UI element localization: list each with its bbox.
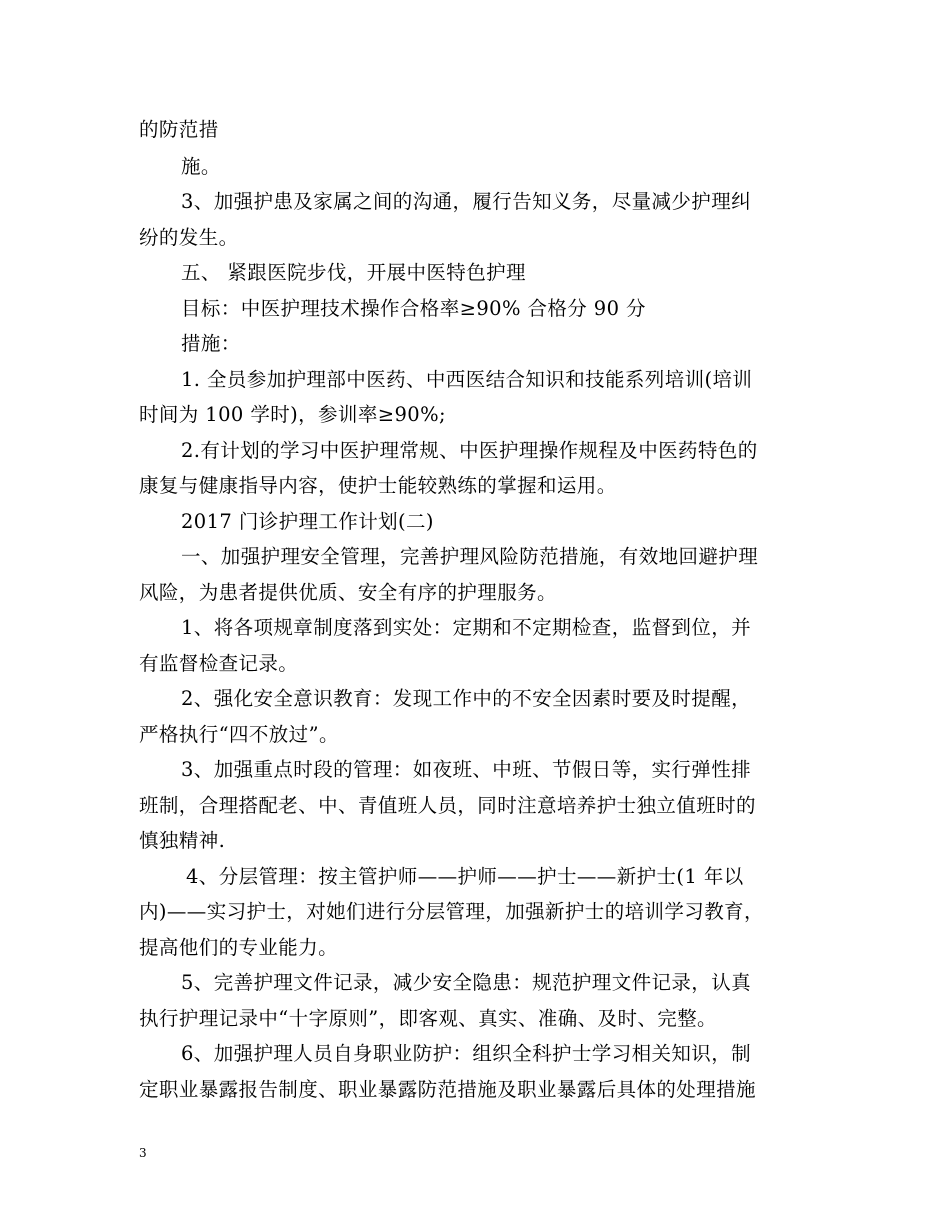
section-heading: 五、 紧跟医院步伐，开展中医特色护理 — [181, 261, 526, 284]
text-line: 2.有计划的学习中医护理常规、中医护理操作规程及中医药特色的 — [181, 439, 758, 462]
text-line: 施。 — [181, 155, 221, 178]
document-subtitle: 2017 门诊护理工作计划(二) — [181, 510, 434, 533]
text-line: 3、加强重点时段的管理：如夜班、中班、节假日等，实行弹性排 — [181, 758, 752, 781]
text-line: 1. 全员参加护理部中医药、中西医结合知识和技能系列培训(培训 — [181, 368, 753, 391]
text-line: 目标：中医护理技术操作合格率≥90% 合格分 90 分 — [181, 297, 646, 320]
text-line: 定职业暴露报告制度、职业暴露防范措施及职业暴露后具体的处理措施 — [139, 1078, 756, 1101]
text-line: 4、分层管理：按主管护师——护师——护士——新护士(1 年以 — [186, 865, 744, 888]
text-line: 提高他们的专业能力。 — [139, 936, 339, 959]
text-line: 1、将各项规章制度落到实处：定期和不定期检查，监督到位，并 — [181, 616, 752, 639]
text-line: 慎独精神. — [139, 829, 226, 852]
text-line: 一、加强护理安全管理，完善护理风险防范措施，有效地回避护理 — [181, 545, 759, 568]
text-line: 班制，合理搭配老、中、青值班人员，同时注意培养护士独立值班时的 — [139, 794, 756, 817]
text-line: 严格执行“四不放过”。 — [139, 723, 339, 746]
text-line: 2、强化安全意识教育：发现工作中的不安全因素时要及时提醒， — [181, 687, 752, 710]
text-line: 6、加强护理人员自身职业防护：组织全科护士学习相关知识，制 — [181, 1042, 752, 1065]
text-line: 有监督检查记录。 — [139, 652, 299, 675]
text-line: 的防范措 — [139, 118, 219, 141]
text-line: 措施： — [181, 332, 241, 355]
text-line: 纷的发生。 — [139, 226, 239, 249]
text-line: 时间为 100 学时)，参训率≥90%; — [139, 403, 446, 426]
text-line: 5、完善护理文件记录，减少安全隐患：规范护理文件记录，认真 — [181, 971, 752, 994]
text-line: 内)——实习护士，对她们进行分层管理，加强新护士的培训学习教育， — [139, 900, 764, 923]
text-line: 风险，为患者提供优质、安全有序的护理服务。 — [139, 581, 557, 604]
text-line: 康复与健康指导内容，使护士能较熟练的掌握和运用。 — [139, 474, 617, 497]
page-number: 3 — [139, 1146, 147, 1160]
text-line: 3、加强护患及家属之间的沟通，履行告知义务，尽量减少护理纠 — [181, 190, 752, 213]
text-line: 执行护理记录中“十字原则”，即客观、真实、准确、及时、完整。 — [139, 1007, 717, 1030]
